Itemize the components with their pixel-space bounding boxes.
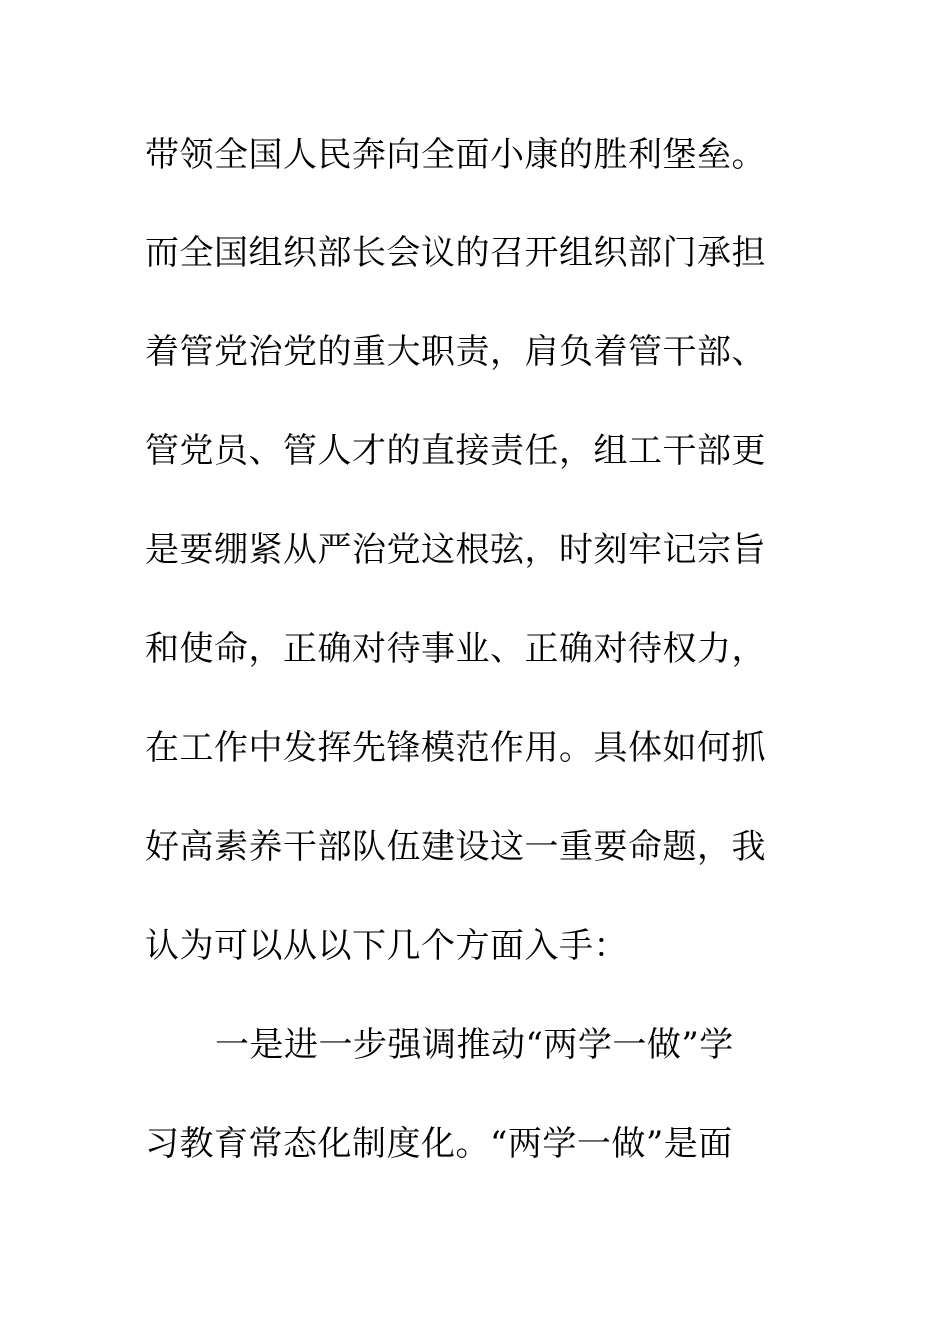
text-line-2: 而全国组织部长会议的召开组织部门承担 [145,233,766,273]
text-line-11: 习教育常态化制度化。“两学一做”是面 [145,1124,733,1164]
text-line-6: 和使命，正确对待事业、正确对待权力， [145,629,766,669]
text-line-7: 在工作中发挥先锋模范作用。具体如何抓 [145,728,766,768]
text-line-8: 好高素养干部队伍建设这一重要命题，我 [145,827,766,867]
text-line-3: 着管党治党的重大职责，肩负着管干部、 [145,332,766,372]
text-line-10: 一是进一步强调推动“两学一做”学 [215,1025,734,1065]
text-line-1: 带领全国人民奔向全面小康的胜利堡垒。 [145,135,766,175]
text-line-9: 认为可以从以下几个方面入手： [145,926,628,966]
text-line-4: 管党员、管人才的直接责任，组工干部更 [145,431,766,471]
text-line-5: 是要绷紧从严治党这根弦，时刻牢记宗旨 [145,530,766,570]
